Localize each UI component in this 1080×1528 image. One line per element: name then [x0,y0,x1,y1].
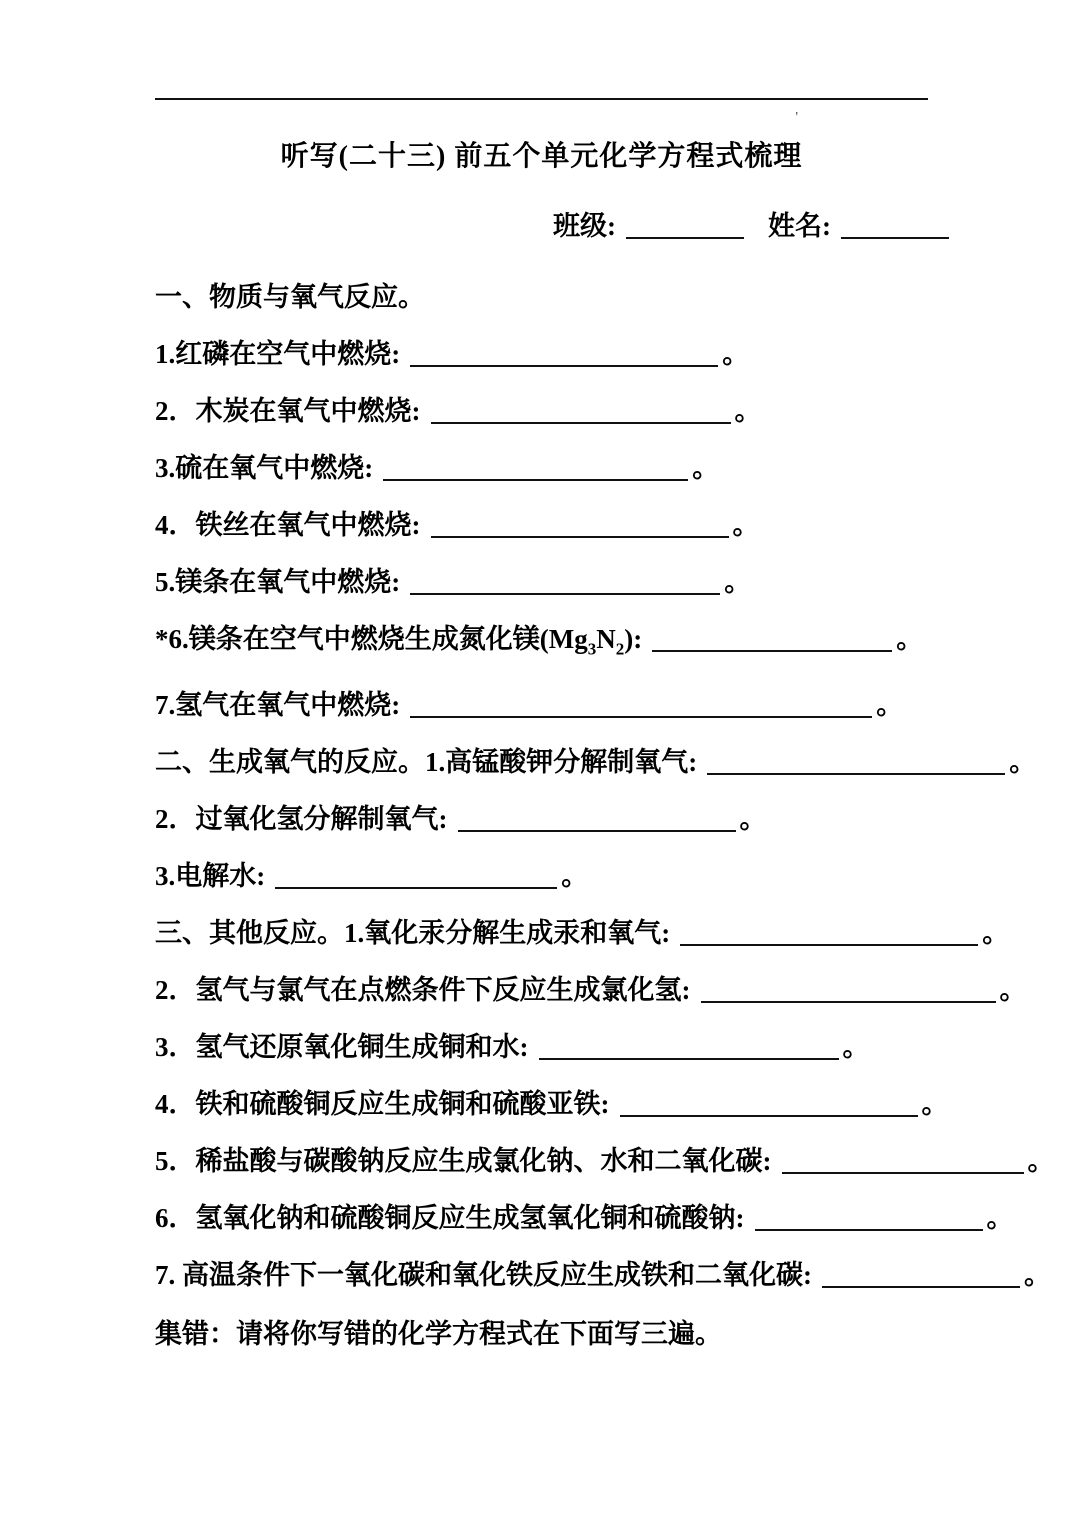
answer-blank[interactable] [652,630,892,652]
name-label: 姓名: [768,211,831,241]
section-heading-label: 一、物质与氧气反应。 [155,282,425,312]
item-label: 2．过氧化氢分解制氧气: [155,804,448,835]
page-title: 听写(二十三) 前五个单元化学方程式梳理 [280,141,803,172]
worksheet-item [155,326,928,383]
item-period: 。 [1009,747,1037,778]
worksheet-item [155,611,928,677]
item-label: 3．氢气还原氧化铜生成铜和水: [155,1032,529,1063]
item-label: 4．铁和硫酸铜反应生成铜和硫酸亚铁: [155,1089,610,1120]
name-blank[interactable] [841,217,949,239]
worksheet-item [155,734,1037,791]
item-label: 二、生成氧气的反应。1.高锰酸钾分解制氧气: [155,747,698,778]
worksheet-item [155,440,928,497]
item-label: 3.电解水: [155,861,266,892]
answer-blank[interactable] [458,810,736,832]
worksheet-item [155,497,928,554]
item-period: 。 [722,339,750,369]
answer-blank[interactable] [410,345,718,367]
item-period: 。 [692,453,720,483]
answer-blank[interactable] [410,696,872,718]
item-period: 。 [734,396,762,426]
item-period: 。 [724,567,752,597]
worksheet-item [155,1190,1014,1247]
answer-blank[interactable] [822,1266,1020,1288]
item-label: 三、其他反应。1.氧化汞分解生成汞和氧气: [155,918,671,949]
answer-blank[interactable] [275,867,557,889]
subscript: 2 [615,639,625,659]
answer-blank[interactable] [431,516,729,538]
note-label: 集错：请将你写错的化学方程式在下面写三遍。 [155,1319,722,1350]
answer-blank[interactable] [410,573,720,595]
answer-blank[interactable] [539,1038,839,1060]
answer-blank[interactable] [620,1095,918,1117]
item-label: *6.镁条在空气中燃烧生成氮化镁$(Mg_3N_2)$: [155,624,643,659]
section-heading [155,269,928,326]
class-blank[interactable] [626,217,744,239]
item-period: 。 [842,1032,870,1063]
worksheet-item [155,848,928,905]
item-label: 7. 高温条件下一氧化碳和氧化铁反应生成铁和二氧化碳: [155,1260,812,1291]
item-label: 4．铁丝在氧气中燃烧: [155,510,421,540]
worksheet-item [155,554,928,611]
item-period: 。 [896,624,924,654]
item-label: 5.镁条在氧气中燃烧: [155,567,401,597]
item-period: 。 [561,861,589,892]
item-label: 2．木炭在氧气中燃烧: [155,396,421,426]
answer-blank[interactable] [680,924,978,946]
note-line [155,1306,928,1363]
worksheet-item [155,1247,1051,1304]
item-label: 7.氢气在氧气中燃烧: [155,690,401,721]
answer-blank[interactable] [383,459,688,481]
worksheet-item [155,677,928,734]
item-label: 3.硫在氧气中燃烧: [155,453,374,483]
item-period: 。 [876,690,904,721]
answer-blank[interactable] [701,981,996,1003]
header-rule [155,98,928,100]
answer-blank[interactable] [782,1152,1024,1174]
class-label: 班级: [553,211,616,241]
item-label: 1.红磷在空气中燃烧: [155,339,401,369]
stray-mark: ' [795,110,798,125]
worksheet-item [155,962,1027,1019]
item-label: 2．氢气与氯气在点燃条件下反应生成氯化氢: [155,975,691,1006]
answer-blank[interactable] [431,402,731,424]
answer-blank[interactable] [755,1209,983,1231]
item-label: 6．氢氧化钠和硫酸铜反应生成氢氧化铜和硫酸钠: [155,1203,745,1234]
worksheet-item [155,791,928,848]
item-period: 。 [739,804,767,835]
worksheet-item [155,1076,949,1133]
item-period: 。 [1027,1146,1055,1177]
worksheet-item [155,1133,1055,1190]
item-period: 。 [982,918,1010,949]
subscript: 3 [587,639,597,659]
class-name-line [155,204,928,243]
item-period: 。 [986,1203,1014,1234]
worksheet-item [155,1019,928,1076]
worksheet-item [155,905,1010,962]
item-period: 。 [732,510,760,540]
item-label: 5．稀盐酸与碳酸钠反应生成氯化钠、水和二氧化碳: [155,1146,772,1177]
item-period: 。 [1024,1260,1051,1291]
item-period: 。 [999,975,1027,1006]
worksheet-item [155,383,928,440]
answer-blank[interactable] [707,753,1005,775]
item-period: 。 [921,1089,949,1120]
